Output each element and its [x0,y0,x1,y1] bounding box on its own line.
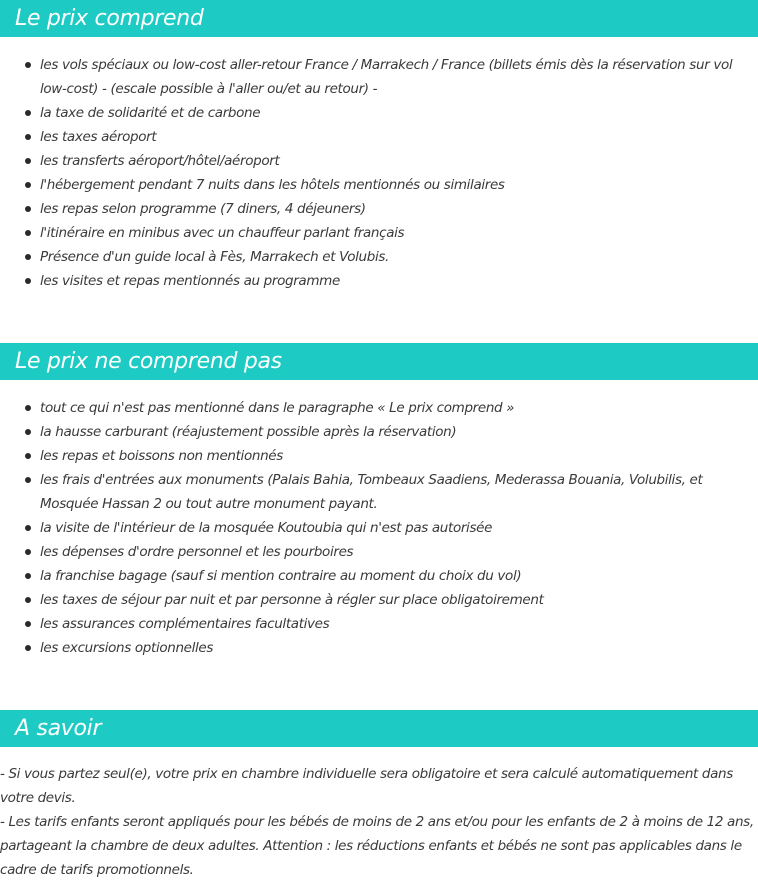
list-item-text: les frais d'entrées aux monuments (Palais Bahia, Tombeaux Saadiens, Mederassa Bouania, Volubilis, et Mosquée Hassan 2 ou tout autre monument payant. [40,472,703,512]
bullet-icon [25,254,31,260]
bullet-icon [25,278,31,284]
list-item [0,53,758,101]
list-item [0,420,758,444]
bullet-icon [25,429,31,435]
list-item [0,444,758,468]
section-header-prix-comprend [0,0,758,37]
list-item-text: les transferts aéroport/hôtel/aéroport [40,153,280,169]
list-item-text: les assurances complémentaires facultatives [40,616,330,632]
bullet-icon [25,525,31,531]
list-item [0,173,758,197]
list-item-text: l'hébergement pendant 7 nuits dans les hôtels mentionnés ou similaires [40,177,505,193]
list-item-text: les dépenses d'ordre personnel et les pourboires [40,544,354,560]
list-item [0,516,758,540]
list-item [0,636,758,660]
list-item-text: les repas et boissons non mentionnés [40,448,283,464]
list-item-text: Présence d'un guide local à Fès, Marrakech et Volubis. [40,249,389,265]
bullet-icon [25,110,31,116]
bullet-icon [25,62,31,68]
bullet-icon [25,134,31,140]
bullet-icon [25,182,31,188]
list-item [0,197,758,221]
list-item [0,396,758,420]
list-item [0,125,758,149]
list-item-text: les visites et repas mentionnés au programme [40,273,340,289]
section-title: Le prix comprend [15,6,204,31]
section-header-prix-ne-comprend-pas [0,343,758,380]
a-savoir-notes [0,762,756,882]
bullet-icon [25,621,31,627]
bullet-icon [25,597,31,603]
list-item-text: les excursions optionnelles [40,640,214,656]
list-item [0,564,758,588]
section-title: A savoir [15,716,102,741]
list-item-text: les repas selon programme (7 diners, 4 déjeuners) [40,201,366,217]
list-item [0,612,758,636]
excluded-list [0,396,758,660]
list-item [0,245,758,269]
bullet-icon [25,645,31,651]
list-item-text: la franchise bagage (sauf si mention contraire au moment du choix du vol) [40,568,522,584]
included-list [0,53,758,293]
bullet-icon [25,405,31,411]
bullet-icon [25,158,31,164]
list-item [0,149,758,173]
list-item-text: les vols spéciaux ou low-cost aller-retour France / Marrakech / France (billets émis dès la réservation sur vol low-cost) - (escale possible à l'aller ou/et au retour) - [40,57,733,97]
list-item [0,540,758,564]
list-item-text: l'itinéraire en minibus avec un chauffeur parlant français [40,225,405,241]
list-item-text: la taxe de solidarité et de carbone [40,105,261,121]
section-title: Le prix ne comprend pas [15,349,282,374]
bullet-icon [25,573,31,579]
note-paragraph: - Les tarifs enfants seront appliqués pour les bébés de moins de 2 ans et/ou pour les enfants de 2 à moins de 12 ans, partageant la chambre de deux adultes. Attention : les réductions enfants et bébés ne sont pas applicables dans le cadre de tarifs promotionnels. [0,814,754,878]
list-item-text: la visite de l'intérieur de la mosquée Koutoubia qui n'est pas autorisée [40,520,493,536]
list-item-text: la hausse carburant (réajustement possible après la réservation) [40,424,457,440]
list-item-text: tout ce qui n'est pas mentionné dans le paragraphe « Le prix comprend » [40,400,515,416]
note-paragraph: - Si vous partez seul(e), votre prix en chambre individuelle sera obligatoire et sera calculé automatiquement dans votre devis. [0,766,733,806]
list-item [0,468,758,516]
list-item [0,221,758,245]
bullet-icon [25,477,31,483]
bullet-icon [25,206,31,212]
list-item-text: les taxes de séjour par nuit et par personne à régler sur place obligatoirement [40,592,544,608]
list-item [0,588,758,612]
bullet-icon [25,230,31,236]
bullet-icon [25,453,31,459]
bullet-icon [25,549,31,555]
section-header-a-savoir [0,710,758,747]
list-item-text: les taxes aéroport [40,129,157,145]
list-item [0,269,758,293]
list-item [0,101,758,125]
